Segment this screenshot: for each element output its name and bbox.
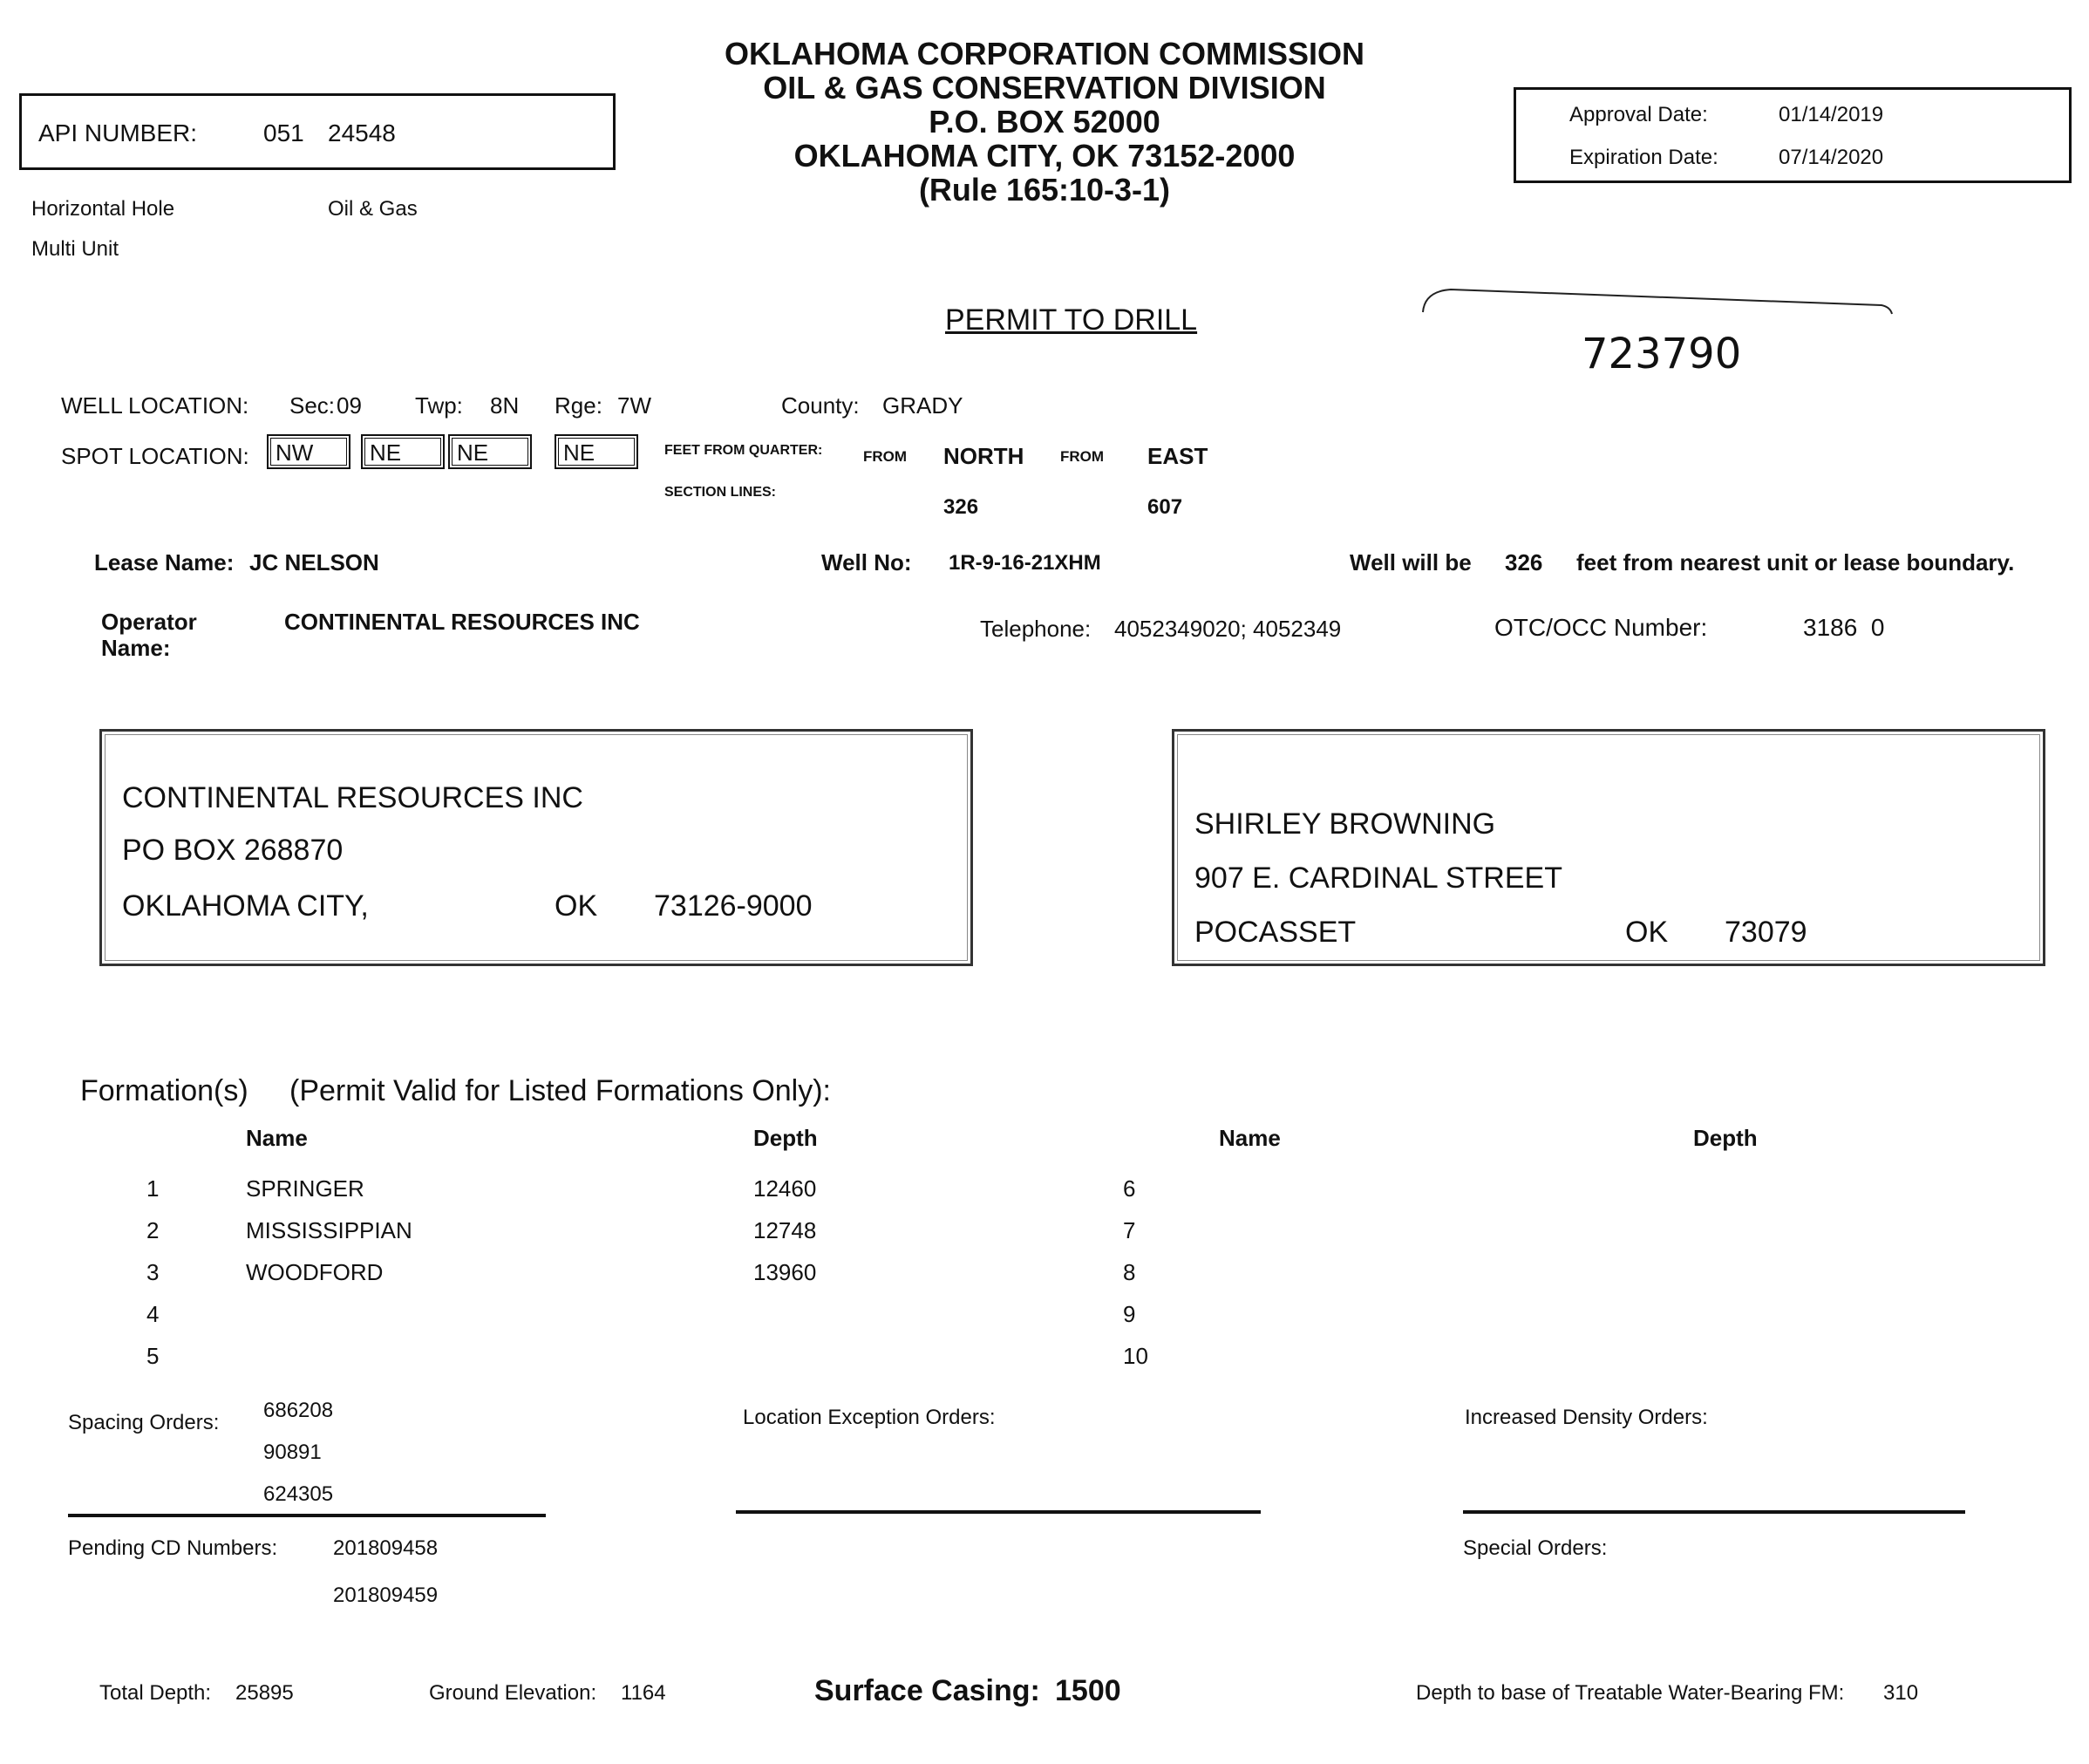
owner-address-zip: 73079 — [1725, 916, 1807, 949]
distance-2: 607 — [1147, 495, 1183, 519]
twp-label: Twp: — [415, 392, 463, 419]
feet-from-quarter-label: FEET FROM QUARTER: — [664, 443, 823, 458]
approval-date-label: Approval Date: — [1569, 103, 1708, 126]
telephone-label: Telephone: — [980, 616, 1092, 642]
header-line-1: OKLAHOMA CORPORATION COMMISSION — [725, 36, 1364, 72]
operator-address-name: CONTINENTAL RESOURCES INC — [122, 781, 583, 814]
boundary-value: 326 — [1505, 549, 1543, 576]
formation-num: 9 — [1123, 1301, 1136, 1327]
spacing-order: 90891 — [263, 1440, 322, 1464]
operator-address-street: PO BOX 268870 — [122, 834, 344, 867]
spacing-orders-label: Spacing Orders: — [68, 1411, 220, 1434]
spacing-order: 686208 — [263, 1399, 334, 1422]
formation-num: 1 — [146, 1175, 160, 1202]
total-depth-value: 25895 — [235, 1681, 294, 1705]
operator-label-1: Operator — [101, 609, 197, 635]
location-exception-rule — [736, 1510, 1261, 1514]
location-exception-label: Location Exception Orders: — [743, 1406, 996, 1429]
formation-depth: 13960 — [753, 1259, 817, 1285]
spot-quarter-2: NE — [361, 434, 445, 469]
api-number-value: 24548 — [328, 119, 396, 146]
formation-num: 3 — [146, 1259, 160, 1285]
sec-label: Sec: — [289, 392, 336, 419]
spot-quarter-4: NE — [555, 434, 638, 469]
owner-address-city: POCASSET — [1194, 916, 1357, 949]
rge-label: Rge: — [555, 392, 602, 419]
expiration-date-value: 07/14/2020 — [1779, 146, 1884, 169]
formation-num: 4 — [146, 1301, 160, 1327]
formation-num: 5 — [146, 1343, 160, 1369]
direction-2: EAST — [1147, 443, 1208, 469]
well-location-label: WELL LOCATION: — [61, 392, 249, 419]
telephone-value: 4052349020; 4052349 — [1114, 616, 1342, 642]
spot-quarter-3: NE — [448, 434, 532, 469]
header-line-4: OKLAHOMA CITY, OK 73152-2000 — [793, 138, 1296, 174]
formation-name: MISSISSIPPIAN — [246, 1217, 412, 1243]
formations-depth-header-left: Depth — [753, 1125, 818, 1151]
owner-address-state: OK — [1625, 916, 1669, 949]
direction-1: NORTH — [943, 443, 1024, 469]
distance-1: 326 — [943, 495, 979, 519]
rge-value: 7W — [617, 392, 651, 419]
spacing-order: 624305 — [263, 1482, 334, 1506]
header-line-2: OIL & GAS CONSERVATION DIVISION — [763, 70, 1326, 106]
owner-address-street: 907 E. CARDINAL STREET — [1194, 862, 1562, 895]
county-label: County: — [781, 392, 860, 419]
section-lines-label: SECTION LINES: — [664, 485, 777, 500]
formations-name-header-right: Name — [1219, 1125, 1281, 1151]
operator-address-city: OKLAHOMA CITY, — [122, 889, 369, 923]
hole-type: Horizontal Hole — [31, 197, 175, 221]
otc-occ-number: 3186 0 — [1803, 614, 1885, 641]
formation-name: WOODFORD — [246, 1259, 384, 1285]
formations-name-header-left: Name — [246, 1125, 308, 1151]
formation-name: SPRINGER — [246, 1175, 364, 1202]
header-line-5: (Rule 165:10-3-1) — [918, 172, 1171, 208]
api-county-code: 051 — [263, 119, 304, 146]
ground-elevation-label: Ground Elevation: — [429, 1681, 597, 1705]
formations-title: Formation(s) — [80, 1074, 248, 1107]
well-no-value: 1R-9-16-21XHM — [949, 551, 1101, 575]
permit-number-bracket — [1416, 286, 1897, 330]
operator-address-zip: 73126-9000 — [654, 889, 813, 923]
formations-subtitle: (Permit Valid for Listed Formations Only): — [289, 1074, 831, 1107]
formation-depth: 12460 — [753, 1175, 817, 1202]
surface-casing-value: 1500 — [1055, 1674, 1121, 1707]
boundary-suffix: feet from nearest unit or lease boundary. — [1576, 549, 2015, 576]
formation-num: 7 — [1123, 1217, 1136, 1243]
pending-cd-label: Pending CD Numbers: — [68, 1536, 278, 1560]
from-label-2: FROM — [1060, 448, 1105, 465]
total-depth-label: Total Depth: — [99, 1681, 212, 1705]
formations-depth-header-right: Depth — [1693, 1125, 1758, 1151]
county-value: GRADY — [882, 392, 963, 419]
lease-name-value: JC NELSON — [249, 549, 379, 576]
pending-cd-number: 201809458 — [333, 1536, 439, 1560]
increased-density-label: Increased Density Orders: — [1465, 1406, 1708, 1429]
operator-address-state: OK — [555, 889, 598, 923]
spacing-orders-rule — [68, 1514, 546, 1517]
from-label-1: FROM — [863, 448, 908, 465]
lease-name-label: Lease Name: — [94, 549, 235, 576]
permit-title: PERMIT TO DRILL — [945, 303, 1198, 337]
spot-quarter-1: NW — [267, 434, 350, 469]
formation-num: 6 — [1123, 1175, 1136, 1202]
operator-label-2: Name: — [101, 635, 171, 661]
twp-value: 8N — [490, 392, 520, 419]
pending-cd-number: 201809459 — [333, 1584, 439, 1607]
owner-address-name: SHIRLEY BROWNING — [1194, 807, 1496, 841]
formation-num: 8 — [1123, 1259, 1136, 1285]
spot-location-label: SPOT LOCATION: — [61, 443, 249, 469]
header-line-3: P.O. BOX 52000 — [929, 104, 1160, 140]
surface-casing-label: Surface Casing: — [814, 1674, 1040, 1707]
formation-depth: 12748 — [753, 1217, 817, 1243]
expiration-date-label: Expiration Date: — [1569, 146, 1718, 169]
sec-value: 09 — [337, 392, 362, 419]
treatable-water-value: 310 — [1883, 1681, 1919, 1705]
well-type: Oil & Gas — [328, 197, 418, 221]
approval-date-value: 01/14/2019 — [1779, 103, 1884, 126]
treatable-water-label: Depth to base of Treatable Water-Bearing FM: — [1416, 1681, 1845, 1705]
formation-num: 10 — [1123, 1343, 1148, 1369]
unit-type: Multi Unit — [31, 237, 119, 261]
boundary-label: Well will be — [1350, 549, 1472, 576]
operator-name: CONTINENTAL RESOURCES INC — [284, 609, 640, 635]
otc-occ-label: OTC/OCC Number: — [1494, 614, 1708, 641]
special-orders-label: Special Orders: — [1463, 1536, 1608, 1560]
api-number-label: API NUMBER: — [38, 119, 198, 146]
formation-num: 2 — [146, 1217, 160, 1243]
ground-elevation-value: 1164 — [621, 1681, 666, 1705]
permit-number: 723790 — [1582, 330, 1742, 378]
well-no-label: Well No: — [821, 549, 912, 576]
increased-density-rule — [1463, 1510, 1965, 1514]
